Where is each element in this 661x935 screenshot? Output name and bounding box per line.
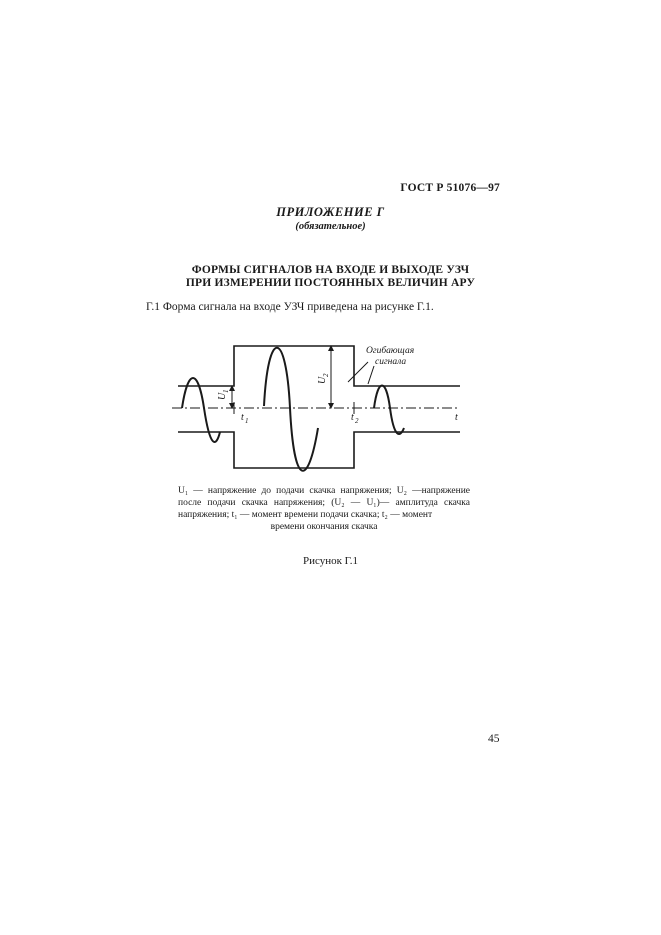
t2-label: t (351, 412, 354, 423)
envelope-leader-1 (348, 362, 368, 382)
t1-label-sub: 1 (245, 417, 249, 425)
caption-line3: времени окончания скачка (270, 522, 378, 532)
sine-wave (182, 348, 407, 471)
signal-waveform-figure (168, 338, 468, 478)
section-title (0, 264, 661, 290)
appendix-title: ПРИЛОЖЕНИЕ Г (276, 205, 385, 219)
t1-label: t (241, 412, 244, 423)
page-number: 45 (488, 733, 500, 745)
u1-label-sub: 1 (222, 389, 230, 393)
t-axis-label: t (455, 412, 458, 423)
caption-line1: U₁ — напряжение до подачи скачка напряжения; U₂ —напряжение (178, 486, 470, 496)
figure-number: Рисунок Г.1 (302, 555, 359, 567)
t2-label-sub: 2 (355, 417, 359, 425)
appendix-subtitle: (обязательное) (295, 221, 366, 232)
envelope-label-line1: Огибающая (366, 346, 415, 356)
envelope-lines (178, 346, 460, 468)
u2-label-sub: 2 (322, 373, 330, 377)
u2-label: U (317, 376, 328, 384)
section-title-line1: ФОРМЫ СИГНАЛОВ НА ВХОДЕ И ВЫХОДЕ УЗЧ (191, 264, 470, 276)
figure-caption (178, 485, 470, 533)
u1-label: U (217, 392, 228, 400)
envelope-leader-2 (368, 366, 374, 384)
caption-line2: после подачи скачка напряжения; (U₂ — U₁)— амплитуда скачка напряжения; t₁ — момент времени подачи скачка; t₂ — момент (178, 498, 470, 520)
envelope-label-line2: сигнала (375, 357, 407, 367)
section-title-line2: ПРИ ИЗМЕРЕНИИ ПОСТОЯННЫХ ВЕЛИЧИН АРУ (185, 277, 476, 289)
paragraph-g1: Г.1 Форма сигнала на входе УЗЧ приведена на рисунке Г.1. (146, 301, 434, 313)
standard-header: ГОСТ Р 51076—97 (400, 182, 500, 194)
